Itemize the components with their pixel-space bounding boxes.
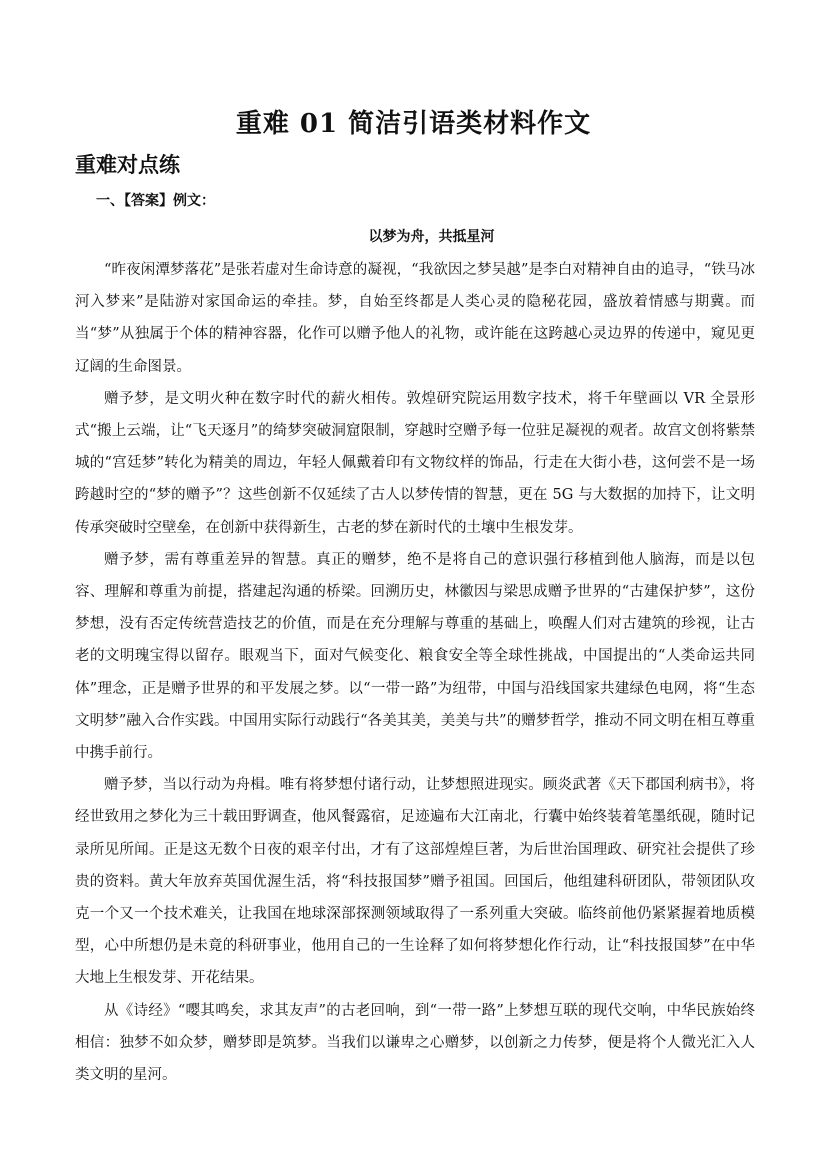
essay-paragraph-2: 赠予梦，是文明火种在数字时代的薪火相传。敦煌研究院运用数字技术，将千年壁画以 VR 全景形式“搬上云端，让“飞天逐月”的绮梦突破洞窟限制，穿越时空赠予每一位驻足凝视的观者。故宫文创将紫禁城的“宫廷梦”转化为精美的周边，年轻人佩戴着印有文物纹样的饰品，行走在大街小巷，这何尝不是一场跨越时空的“梦的赠予”？这些创新不仅延续了古人以梦传情的智慧，更在 5G 与大数据的加持下，让文明传承突破时空壁垒，在创新中获得新生，古老的梦在新时代的土壤中生根发芽。 [75, 390, 755, 536]
essay-paragraph-1: “昨夜闲潭梦落花”是张若虚对生命诗意的凝视，“我欲因之梦吴越”是李白对精神自由的追寻，“铁马冰河入梦来”是陆游对家国命运的牵挂。梦，自始至终都是人类心灵的隐秘花园，盛放着情感与期冀。而当“梦”从独属于个体的精神容器，化作可以赠予他人的礼物，或许能在这跨越心灵边界的传递中，窥见更辽阔的生命图景。 [75, 262, 755, 375]
essay-body [75, 254, 755, 1091]
page-title: 重难 01 简洁引语类材料作文 [235, 109, 592, 139]
answer-label: 一、【答案】例文： [96, 193, 215, 209]
essay-paragraph-5: 从《诗经》“嘤其鸣矣，求其友声”的古老回响，到“一带一路”上梦想互联的现代交响，中华民族始终相信：独梦不如众梦，赠梦即是筑梦。当我们以谦卑之心赠梦，以创新之力传梦，便是将个人微光汇入人类文明的星河。 [75, 1002, 755, 1084]
section-heading: 重难对点练 [75, 152, 180, 177]
essay-paragraph-3: 赠予梦，需有尊重差异的智慧。真正的赠梦，绝不是将自己的意识强行移植到他人脑海，而是以包容、理解和尊重为前提，搭建起沟通的桥梁。回溯历史，林徽因与梁思成赠予世界的“古建保护梦”，这份梦想，没有否定传统营造技艺的价值，而是在充分理解与尊重的基础上，唤醒人们对古建筑的珍视，让古老的文明瑰宝得以留存。眼观当下，面对气候变化、粮食安全等全球性挑战，中国提出的“人类命运共同体”理念，正是赠予世界的和平发展之梦。以“一带一路”为纽带，中国与沿线国家共建绿色电网，将“生态文明梦”融入合作实践。中国用实际行动践行“各美其美，美美与共”的赠梦哲学，推动不同文明在相互尊重中携手前行。 [75, 551, 755, 762]
essay-title: 以梦为舟，共抵星河 [368, 229, 495, 245]
essay-paragraph-4: 赠予梦，当以行动为舟楫。唯有将梦想付诸行动，让梦想照进现实。顾炎武著《天下郡国利病书》，将经世致用之梦化为三十载田野调查，他风餐露宿，足迹遍布大江南北，行囊中始终装着笔墨纸砚，随时记录所见所闻。正是这无数个日夜的艰辛付出，才有了这部煌煌巨著，为后世治国理政、研究社会提供了珍贵的资料。黄大年放弃英国优渥生活，将“科技报国梦”赠予祖国。回国后，他组建科研团队，带领团队攻克一个又一个技术难关，让我国在地球深部探测领域取得了一系列重大突破。临终前他仍紧紧握着地质模型，心中所想仍是未竟的科研事业，他用自己的一生诠释了如何将梦想化作行动，让“科技报国梦”在中华大地上生根发芽、开花结果。 [75, 777, 755, 987]
